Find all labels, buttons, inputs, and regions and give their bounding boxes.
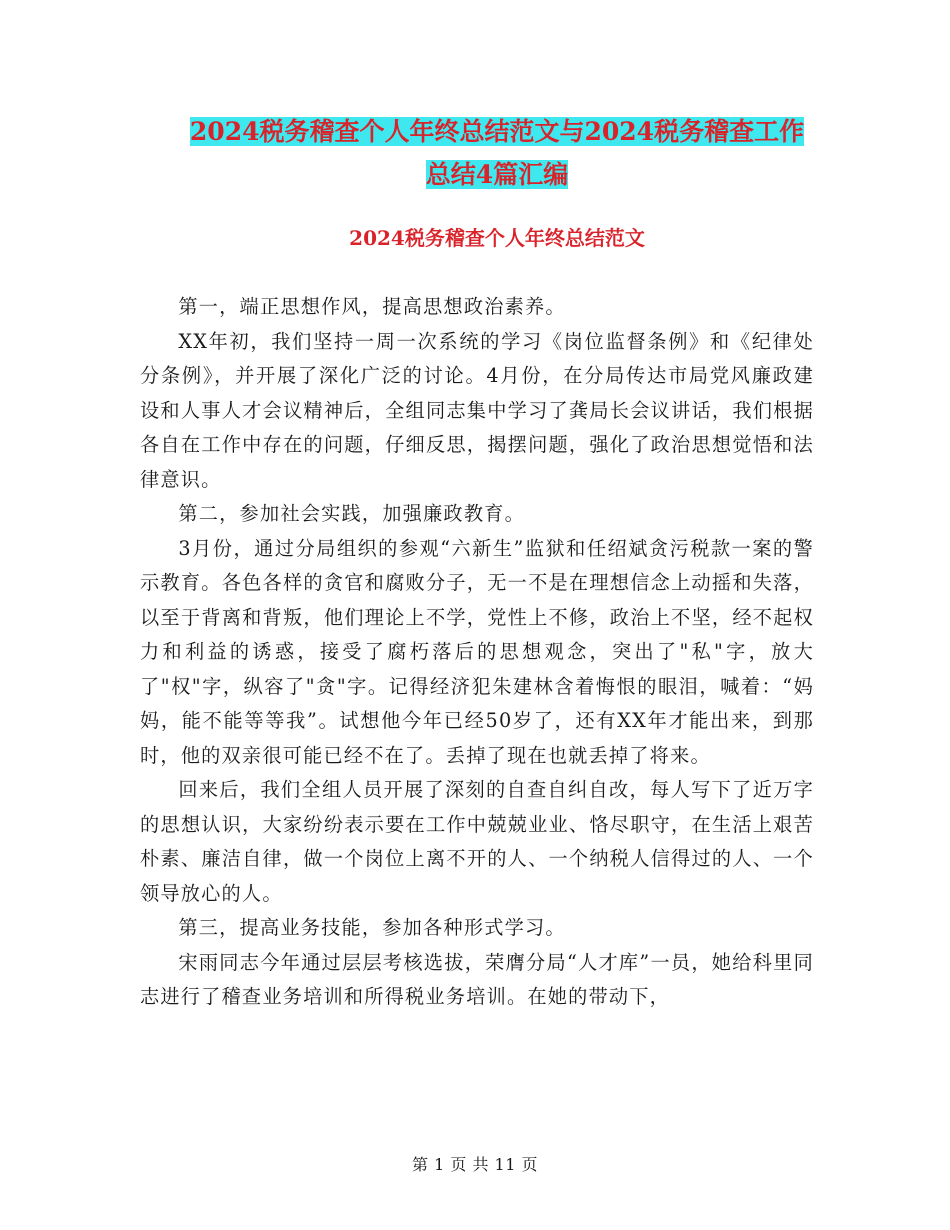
page-number-footer: 第 1 页 共 11 页 xyxy=(412,1155,538,1174)
document-title xyxy=(140,110,854,196)
paragraph: 第一，端正思想作风，提高思想政治素养。 xyxy=(178,295,566,318)
paragraph: 宋雨同志今年通过层层考核选拔，荣膺分局“人才库”一员，她给科里同志进行了稽查业务培训和所得税业务培训。在她的带动下， xyxy=(140,950,814,1008)
document-title-line-1: 2024税务稽查个人年终总结范文与2024税务稽查工作 xyxy=(189,117,805,146)
paragraph: 3月份，通过分局组织的参观“六新生”监狱和任绍斌贪污税款一案的警示教育。各色各样的贪官和腐败分子，无一不是在理想信念上动摇和失落，以至于背离和背叛，他们理论上不学，党性上不修，政治上不坚，经不起权力和利益的诱惑，接受了腐朽落后的思想观念，突出了"私"字，放大了"权"字，纵容了"贪"字。记得经济犯朱建林含着悔恨的眼泪，喊着：“妈妈，能不能等等我”。试想他今年已经50岁了，还有XX年才能出来，到那时，他的双亲很可能已经不在了。丢掉了现在也就丢掉了将来。 xyxy=(140,536,814,767)
paragraph: 回来后，我们全组人员开展了深刻的自查自纠自改，每人写下了近万字的思想认识，大家纷纷表示要在工作中兢兢业业、恪尽职守，在生活上艰苦朴素、廉洁自律，做一个岗位上离不开的人、一个纳税人信得过的人、一个领导放心的人。 xyxy=(140,778,814,905)
paragraph: XX年初，我们坚持一周一次系统的学习《岗位监督条例》和《纪律处分条例》，并开展了深化广泛的讨论。4月份，在分局传达市局党风廉政建设和人事人才会议精神后，全组同志集中学习了龚局长会议讲话，我们根据各自在工作中存在的问题，仔细反思，揭摆问题，强化了政治思想觉悟和法律意识。 xyxy=(140,329,814,491)
document-body xyxy=(140,290,814,1015)
paragraph: 第三，提高业务技能，参加各种形式学习。 xyxy=(178,916,566,939)
paragraph: 第二，参加社会实践，加强廉政教育。 xyxy=(178,502,525,525)
section-title: 2024税务稽查个人年终总结范文 xyxy=(349,226,645,250)
document-title-line-2: 总结4篇汇编 xyxy=(425,160,569,189)
